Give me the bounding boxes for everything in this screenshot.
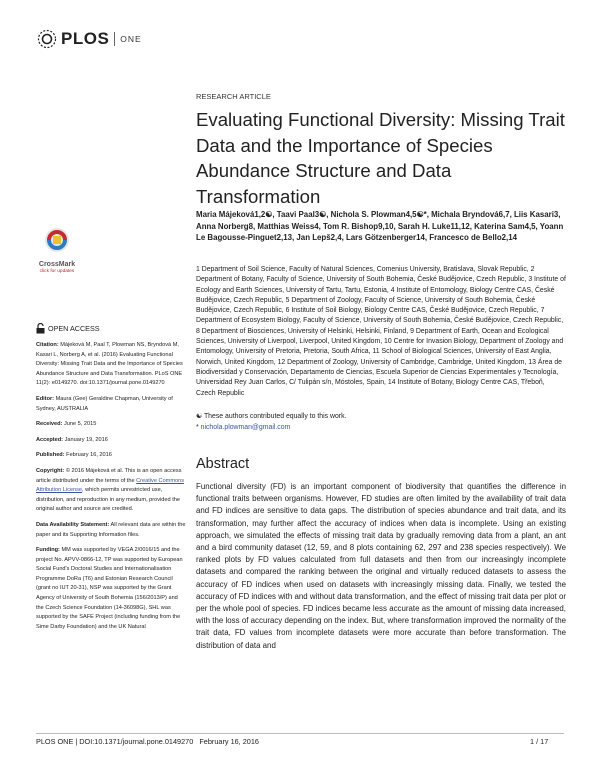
article-info-sidebar [36,323,186,638]
email-prefix: * [196,424,201,431]
logo-separator [114,32,115,46]
citation-text: Májeková M, Paal T, Plowman NS, Bryndová M, Kasari L, Norberg A, et al. (2016) Evaluating Functional Diversity: Missing Trait Data and the Importance of Species Abundance Structure and Data Transformation. PLoS ONE 11(2): e0149270. doi:10.1371/journal.pone.0149270 [36,342,183,387]
corresponding-email-link[interactable]: nichola.plowman@gmail.com [200,424,291,431]
published-label: Published: [36,452,65,459]
funding-label: Funding: [36,547,60,554]
editor-text: Maura (Gee) Geraldine Chapman, University of Sydney, AUSTRALIA [36,395,173,412]
article-type: RESEARCH ARTICLE [196,92,271,101]
editor-label: Editor: [36,395,55,402]
open-access-label: OPEN ACCESS [48,323,100,333]
crossmark-icon [37,226,77,264]
editor-block [36,395,186,414]
author-notes [196,411,566,433]
accepted-label: Accepted: [36,436,64,443]
copyright-label: Copyright: [36,467,65,474]
published-date: February 16, 2016 [66,452,112,459]
accepted-date: January 19, 2016 [64,436,108,443]
affiliations: 1 Department of Soil Science, Faculty of Natural Sciences, Comenius University, Bratislava, Slovak Republic, 2 Department of Botany, Faculty of Science, University of South Bohemia, České Budějovice, Czech Republic, 3 Institute of Ecology and Earth Sciences, University of Tartu, Tartu, Estonia, 4 Institute of Entomology, Biology Centre CAS, České Budějovice, Czech Republic, 5 Department of Zoology, Faculty of Science, University of South Bohemia, České Budějovice, Czech Republic, 6 Institute of Soil Biology, Biology Centre CAS, České Budějovice, Czech Republic, 7 Department of Ecosystem Biology, Faculty of Science, University of South Bohemia, České Budějovice, Czech Republic, 8 Department of Biosciences, University of Helsinki, Helsinki, Finland, 9 Department of Earth, Ocean and Ecological Sciences, University of Liverpool, Liverpool, United Kingdom, 10 Centre for Invasion Biology, Department of Zoology and Entomology, University of Pretoria, Pretoria, South Africa, 11 School of Biological Sciences, University of East Anglia, Norwich, United Kingdom, 12 Department of Zoology, University of Cambridge, Cambridge, United Kingdom, 13 Área de Biodiversidad y Conservación, Departamento de Ciencias, Escuela Superior de Ciencias Experimentales y Tecnología, Universidad Rey Juan Carlos, C/ Tulipán s/n, Móstoles, Spain, 14 Institute of Botany, Biology Centre CAS, Třeboň, Czech Republic [196,266,566,397]
cc-license-link[interactable]: Creative Commons Attribution License [36,477,185,494]
received-block [36,420,186,430]
received-date: June 5, 2015 [64,421,97,428]
published-block [36,451,186,461]
data-availability-text: All relevant data are within the paper and its Supporting Information files. [36,521,186,538]
article-title: Evaluating Functional Diversity: Missing Trait Data and the Importance of Species Abundance Structure and Data Transformation [196,109,565,207]
open-lock-icon [36,323,45,334]
citation-label: Citation: [36,342,59,348]
copyright-block [36,467,186,515]
logo-plos-text: PLOS [61,29,110,48]
corresponding-email-line [196,422,566,433]
plos-logo-icon [36,28,58,50]
abstract-heading: Abstract [196,456,250,472]
accepted-block [36,436,186,446]
data-availability-label: Data Availability Statement: [36,521,110,528]
received-label: Received: [36,421,63,428]
logo-journal-text: ONE [120,34,142,44]
abstract-text: Functional diversity (FD) is an important component of biodiversity that quantifies the difference in functional traits between organisms. However, FD studies are often limited by the availability of trait data and FD indices are sensitive to data gaps. The distribution of species abundance and trait data, and its transformation, may further affect the accuracy of indices when data is incomplete. Using an existing approach, we simulated the effects of missing trait data by gradually removing data from a plant, an ant and a bird community dataset (12, 59, and 8 plots containing 62, 297 and 238 species respectively). We ranked plots by FD values calculated from full datasets and then from our increasingly incomplete datasets and compared the ranking between the original and virtually reduced datasets to assess the accuracy of FD indices when used on datasets with increasingly missing data. Finally, we tested the accuracy of FD indices with and without data transformation, and the effect of missing trait data per plot or per the whole pool of species. FD indices became less accurate as the amount of missing data increased, with the loss of accuracy depending on the index. But, where transformation improved the normality of the trait data, FD values from incomplete datasets were more accurate than before transformation. The distribution of data and [196,482,566,650]
crossmark-badge[interactable] [37,226,77,274]
open-access-badge [36,323,186,334]
funding-block [36,546,186,632]
citation-block [36,341,186,389]
copyright-text: © 2016 Májeková et al. This is an open access article distributed under the terms of the [36,467,182,484]
crossmark-label: CrossMark [38,261,76,268]
footer-citation: PLOS ONE | DOI:10.1371/journal.pone.0149270 February 16, 2016 [36,737,259,746]
equal-contribution-note: ☯ These authors contributed equally to this work. [196,413,347,420]
page-number: 1 / 17 [530,737,549,746]
author-list: Maria Májeková1,2☯, Taavi Paal3☯, Nichola S. Plowman4,5☯*, Michala Bryndová6,7, Liis Kasari3, Anna Norberg8, Matthias Weiss4, Tom R. Bishop9,10, Sarah H. Luke11,12, Katerina Sam4,5, Yoann Le Bagousse-Pinguet2,13, Jan Lepš2,4, Lars Götzenberger14, Francesco de Bello2,14 [196,210,564,242]
funding-text: MM was supported by VEGA 2/0016/15 and the project No. APVV-0866-12, TP was supported by European Social Fund's Doctoral Studies and Internationalisation Programme DoRa (T6) and Estonian Research Council (grant no IUT 20-31), NSP was supported by the Grant Agency of University of South Bohemia (156/2013/P) and the Czech Science Foundation (14-36098G), SHL was supported by the SAFE Project (including funding from the Sime Darby Foundation) and the UK Natural [36,547,183,630]
data-availability-block [36,521,186,540]
footer-divider [36,733,564,734]
copyright-text-cont: , which permits unrestricted use, distribution, and reproduction in any medium, provided the original author and source are credited. [36,487,180,513]
plos-one-logo [36,28,142,50]
crossmark-caption: click for updates [39,269,75,274]
